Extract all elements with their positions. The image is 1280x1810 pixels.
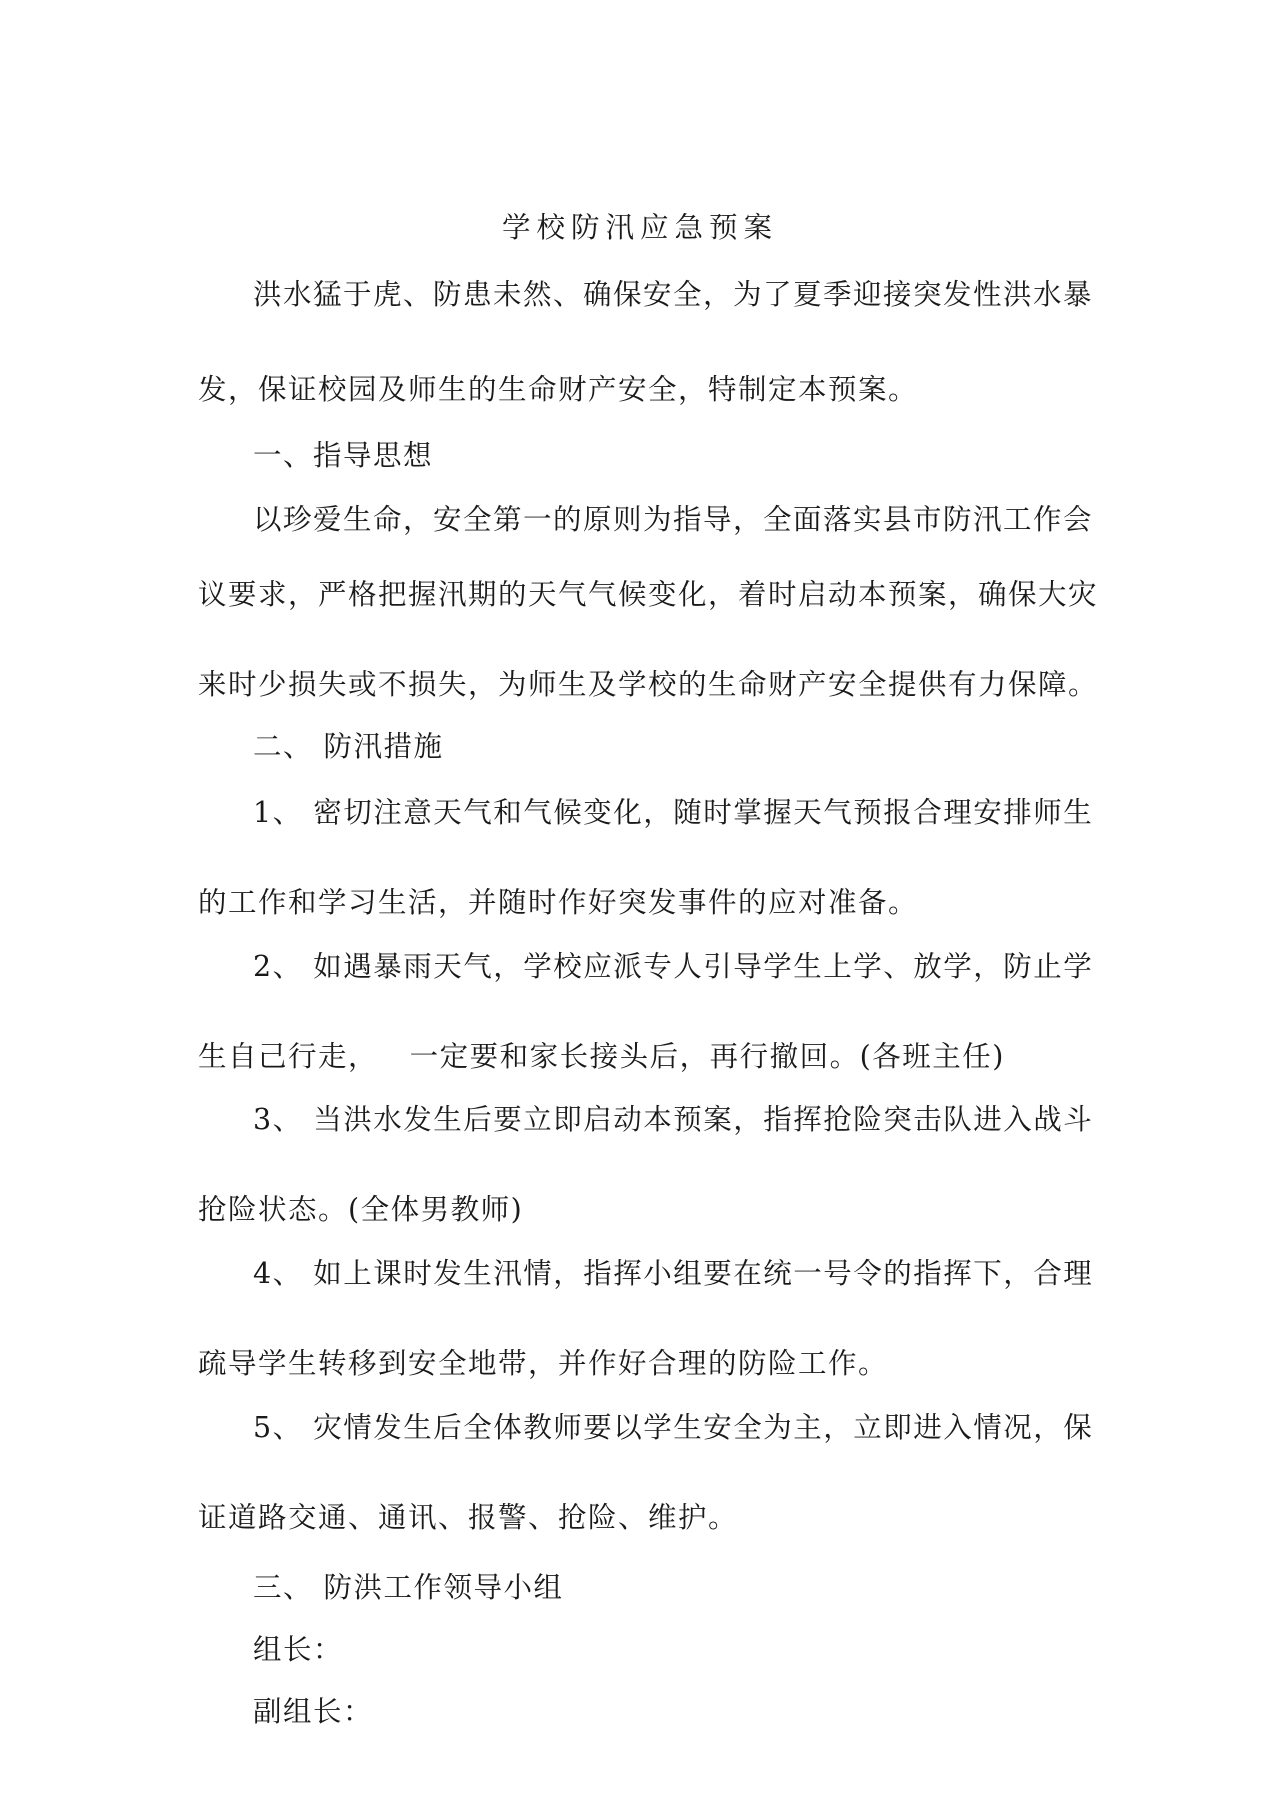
measure-5-line-2: 证道路交通、通讯、报警、抢险、维护。	[198, 1501, 739, 1534]
section1-line-3: 来时少损失或不损失，为师生及学校的生命财产安全提供有力保障。	[198, 668, 1099, 701]
measure-2-line-2: 生自己行走， 一定要和家长接头后，再行撤回。(各班主任)	[198, 1040, 1005, 1073]
measure-3-line-1: 3、 当洪水发生后要立即启动本预案，指挥抢险突击队进入战斗	[253, 1103, 1094, 1136]
measure-1-line-1: 1、 密切注意天气和气候变化，随时掌握天气预报合理安排师生	[253, 796, 1094, 829]
measure-5-line-1: 5、 灾情发生后全体教师要以学生安全为主，立即进入情况，保	[253, 1411, 1094, 1444]
deputy-leader-label: 副组长：	[253, 1695, 374, 1728]
section-heading-leadership-group: 三、 防洪工作领导小组	[253, 1571, 564, 1604]
section-heading-flood-measures: 二、 防汛措施	[253, 730, 444, 763]
section-heading-guiding-ideology: 一、指导思想	[253, 439, 434, 472]
measure-4-line-2: 疏导学生转移到安全地带，并作好合理的防险工作。	[198, 1347, 889, 1380]
measure-4-line-1: 4、 如上课时发生汛情，指挥小组要在统一号令的指挥下，合理	[253, 1257, 1094, 1290]
section1-line-1: 以珍爱生命，安全第一的原则为指导，全面落实县市防汛工作会	[253, 503, 1094, 536]
group-leader-label: 组长：	[253, 1633, 344, 1666]
measure-1-line-2: 的工作和学习生活，并随时作好突发事件的应对准备。	[198, 886, 919, 919]
measure-3-line-2: 抢险状态。(全体男教师)	[198, 1193, 524, 1226]
intro-line-2: 发，保证校园及师生的生命财产安全，特制定本预案。	[198, 373, 919, 406]
measure-2-line-1: 2、 如遇暴雨天气，学校应派专人引导学生上学、放学，防止学	[253, 950, 1094, 983]
intro-line-1: 洪水猛于虎、防患未然、确保安全，为了夏季迎接突发性洪水暴	[253, 278, 1094, 311]
section1-line-2: 议要求，严格把握汛期的天气气候变化，着时启动本预案，确保大灾	[198, 578, 1099, 611]
document-title: 学校防汛应急预案	[501, 211, 778, 244]
